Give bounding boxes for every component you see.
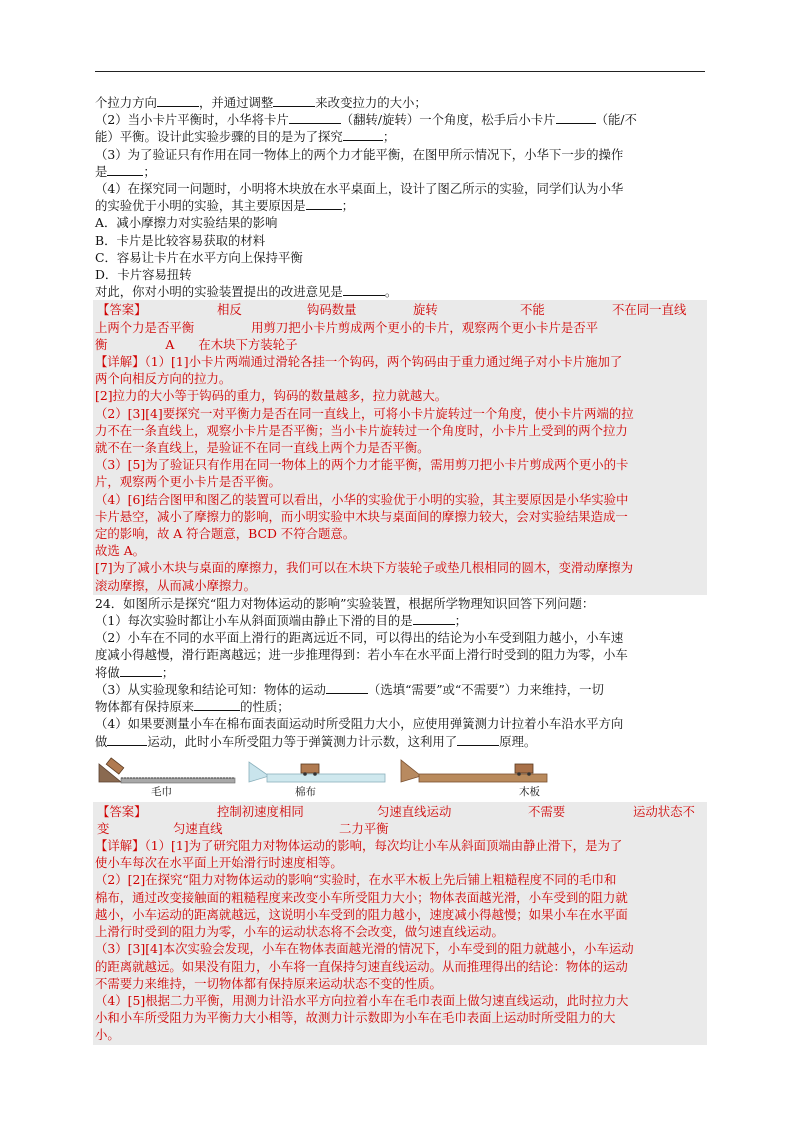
answer-line: 上两个力是否平衡 用剪刀把小卡片剪成两个更小的卡片，观察两个更小卡片是否平 — [95, 319, 599, 335]
detail-line: 卡片悬空，减小了摩擦力的影响，而小明实验中木块与桌面间的摩擦力较大，会对实验结果造成一 — [95, 508, 628, 524]
detail-line: 越小，小车运动的距离就越远，这说明小车受到的阻力越小，速度减小得越慢；如果小车在水平面 — [95, 906, 628, 922]
question-24-stem: 24．如图所示是探究“阻力对物体运动的影响”实验装置，根据所学物理知识回答下列问题： — [95, 595, 595, 611]
answer-blank[interactable] — [120, 676, 162, 677]
figure-label-cotton: 棉布 — [295, 785, 316, 798]
detail-line: 故选 A。 — [95, 543, 146, 559]
detail-line: 上滑行时受到的阻力为零，小车的运动状态将不会改变，做匀速直线运动。 — [95, 924, 504, 940]
q23-line: 个拉力方向 ，并通过调整 来改变拉力的大小； — [95, 95, 427, 110]
detail-line: 小。 — [95, 1027, 120, 1043]
q24-part2-cont: 度减小得越慢，滑行距离越远；进一步推理得到：若小车在水平面上滑行时受到的阻力为零，小车 — [95, 647, 628, 663]
q23-part2-cont: 能）平衡。设计此实验步骤的目的是为了探究 ； — [95, 129, 396, 145]
towel-ramp-illustration — [97, 756, 237, 784]
detail-line: （2）[2]在探究“阻力对物体运动的影响“实验时，在水平木板上先后铺上粗糙程度不同的毛巾和 — [95, 872, 617, 888]
option-b: B．卡片是比较容易获取的材料 — [95, 232, 266, 248]
detail-line: （4）[6]结合图甲和图乙的装置可以看出，小华的实验优于小明的实验，其主要原因是小华实验中 — [95, 491, 629, 507]
q24-part4: （4）如果要测量小车在棉布面表面运动时所受阻力大小，应使用弹簧测力计拉着小车沿水平方向 — [95, 716, 624, 732]
option-a: A．减小摩擦力对实验结果的影响 — [95, 215, 278, 231]
answer-blank[interactable] — [157, 106, 199, 107]
detail-line: 使小车每次在水平面上开始滑行时速度相等。 — [95, 855, 343, 871]
detail-line: [7]为了减小木块与桌面的摩擦力，我们可以在木块下方装轮子或垫几根相同的圆木，变滑动摩擦为 — [95, 560, 633, 576]
figure-label-towel: 毛巾 — [151, 785, 172, 798]
answer-blank[interactable] — [556, 123, 596, 124]
answer-line: 变 匀速直线 二力平衡 — [97, 820, 389, 836]
detail-line: 两个向相反方向的拉力。 — [95, 371, 232, 387]
experiment-figures — [95, 756, 705, 796]
detail-line: 棉布，通过改变接触面的粗糙程度来改变小车所受阻力大小；物体表面越光滑，小车受到的阻力就 — [95, 889, 628, 905]
figure-label-wood: 木板 — [519, 785, 540, 798]
option-d: D．卡片容易扭转 — [95, 267, 192, 283]
answer-block-24 — [93, 802, 707, 1045]
answer-blank[interactable] — [343, 140, 383, 141]
q23-part4-cont: 的实验优于小明的实验，其主要原因是 ； — [95, 198, 355, 214]
wood-ramp-illustration — [399, 756, 549, 784]
q23-part3-cont: 是 ； — [95, 163, 156, 179]
q24-part4-cont: 做 运动，此时小车所受阻力等于弹簧测力计示数，这利用了 原理。 — [95, 733, 537, 749]
towel-ramp-figure — [97, 756, 237, 798]
answer-blank[interactable] — [343, 295, 385, 296]
detail-line: （3）[5]为了验证只有作用在同一物体上的两个力才能平衡，需用剪刀把小卡片剪成两个更小的卡 — [95, 457, 629, 473]
q24-part3: （3）从实验现象和结论可知：物体的运动 （选填“需要”或“不需要”）力来维持，一切 — [95, 681, 604, 697]
q24-part2-cont: 将做 ； — [95, 664, 175, 680]
detail-line: （3）[3][4]本次实验会发现，小车在物体表面越光滑的情况下，小车受到的阻力就越小，小车运动 — [95, 941, 634, 957]
answer-blank[interactable] — [289, 123, 341, 124]
answer-blank[interactable] — [326, 693, 368, 694]
q23-part5: 对此，你对小明的实验装置提出的改进意见是 。 — [95, 284, 398, 300]
detail-line: 片，观察两个更小卡片是否平衡。 — [95, 474, 281, 490]
cotton-ramp-illustration — [247, 756, 387, 784]
detail-line: 滚动摩擦，从而减小摩擦力。 — [95, 577, 257, 593]
answer-blank[interactable] — [273, 106, 315, 107]
detail-line: （4）[5]根据二力平衡，用测力计沿水平方向拉着小车在毛巾表面上做匀速直线运动，此时拉力大 — [95, 992, 629, 1008]
detail-line: [2]拉力的大小等于钩码的重力，钩码的数量越多，拉力就越大。 — [95, 388, 448, 404]
q24-part2: （2）小车在不同的水平面上滑行的距离远近不同，可以得出的结论为小车受到阻力越小，小车速 — [95, 630, 624, 646]
answer-blank[interactable] — [413, 624, 455, 625]
detail-line: 【详解】（1）[1]为了研究阻力对物体运动的影响，每次均让小车从斜面顶端由静止滑下，是为了 — [95, 838, 623, 854]
answer-line: 【答案】 相反 钩码数量 旋转 不能 不在同一直线 — [97, 302, 687, 318]
q23-part4: （4）在探究同一问题时，小明将木块放在水平桌面上，设计了图乙所示的实验，同学们认为小华 — [95, 181, 624, 197]
detail-line: 不需要力来维持，一切物体都有保持原来运动状态不变的性质。 — [95, 975, 442, 991]
option-c: C．容易让卡片在水平方向上保持平衡 — [95, 249, 303, 265]
answer-blank[interactable] — [107, 745, 147, 746]
detail-line: 小和小车所受阻力为平衡力大小相等，故测力计示数即为小车在毛巾表面上运动时所受阻力的大 — [95, 1010, 616, 1026]
cotton-ramp-figure — [247, 756, 387, 798]
answer-line: 衡 A 在木块下方装轮子 — [95, 336, 298, 352]
answer-blank[interactable] — [457, 745, 499, 746]
wood-ramp-figure — [399, 756, 549, 798]
detail-line: 力不在一条直线上，观察小卡片是否平衡；当小卡片旋转过一个角度时，小卡片上受到的两个拉力 — [95, 422, 628, 438]
answer-line: 【答案】 控制初速度相同 匀速直线运动 不需要 运动状态不 — [97, 803, 695, 819]
detail-line: 的距离就越远。如果没有阻力，小车将一直保持匀速直线运动。从而推理得出的结论：物体的运动 — [95, 958, 628, 974]
detail-line: （2）[3][4]要探究一对平衡力是否在同一直线上，可将小卡片旋转过一个角度，使小卡片两端的拉 — [95, 405, 634, 421]
answer-block-23 — [93, 300, 707, 594]
q24-part3-cont: 物体都有保持原来 的性质； — [95, 699, 290, 715]
detail-line: 就不在一条直线上，是验证不在同一直线上两个力是否平衡。 — [95, 440, 430, 456]
q23-part2: （2）当小卡片平衡时，小华将卡片 （翻转/旋转）一个角度，松手后小卡片 （能/不 — [95, 112, 637, 128]
detail-line: 定的影响，故 A 符合题意，BCD 不符合题意。 — [95, 526, 356, 542]
answer-blank[interactable] — [306, 209, 342, 210]
answer-blank[interactable] — [194, 710, 240, 711]
document-body — [95, 94, 705, 1045]
answer-blank[interactable] — [107, 175, 143, 176]
q23-part3: （3）为了验证只有作用在同一物体上的两个力才能平衡，在图甲所示情况下，小华下一步的操作 — [95, 146, 624, 162]
q24-part1: （1）每次实验时都让小车从斜面顶端由静止下滑的目的是 ； — [95, 613, 468, 629]
detail-line: 【详解】（1）[1]小卡片两端通过滑轮各挂一个钩码，两个钩码由于重力通过绳子对小卡片施加了 — [95, 354, 623, 370]
header-rule — [95, 71, 705, 72]
